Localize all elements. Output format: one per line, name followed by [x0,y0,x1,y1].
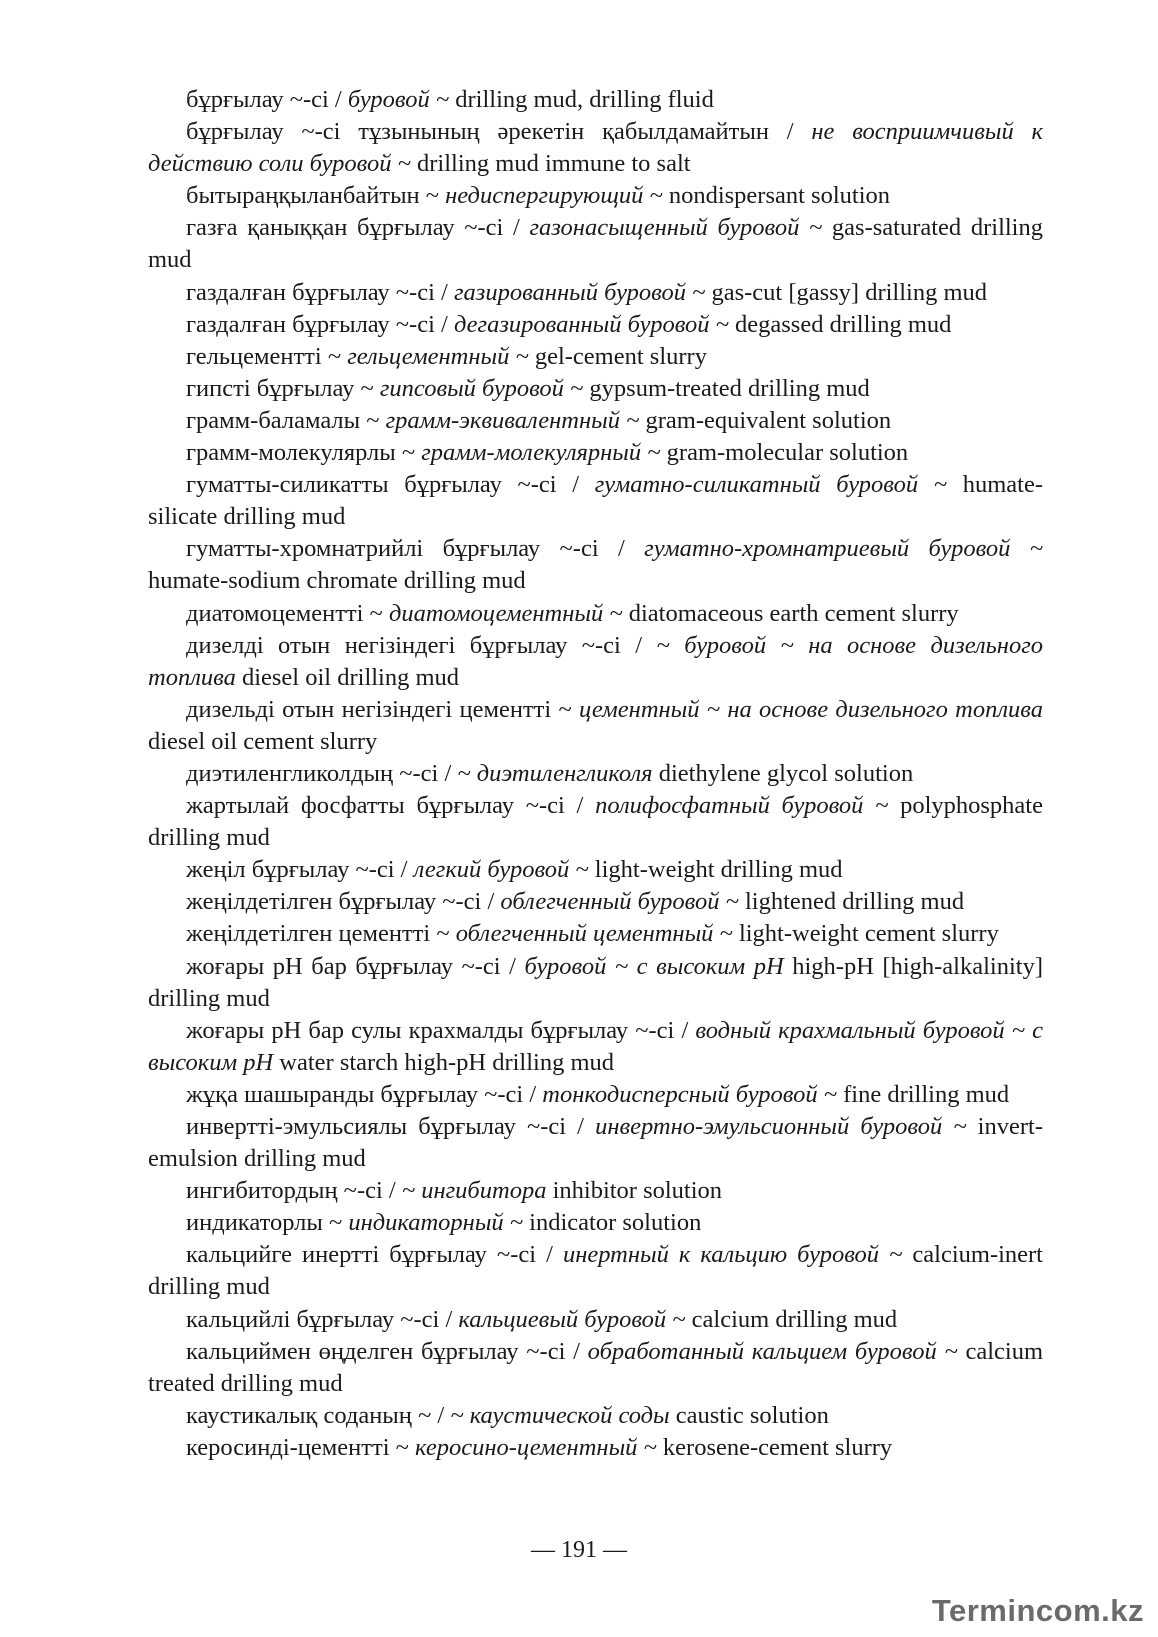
kazakh-term: жартылай фосфатты бұрғылау ~-сі / [186,792,596,820]
english-term: diatomaceous earth cement slurry [622,599,959,627]
dictionary-entry [148,277,1043,309]
kazakh-term: жеңілдетілген цементті ~ [186,920,456,948]
dictionary-entry [148,854,1043,886]
russian-term: грамм-молекулярный ~ [421,439,661,467]
dictionary-entry [148,694,1043,758]
kazakh-term: кальцийге инертті бұрғылау ~-сі / [186,1241,563,1269]
russian-term: инертный к кальцию буровой ~ [562,1241,903,1269]
russian-term: буровой ~ [347,86,450,113]
kazakh-term: диатомоцементті ~ [186,599,389,627]
kazakh-term: ингибитордың ~-сі / [186,1177,402,1205]
english-term: gram-equivalent solution [639,406,892,434]
kazakh-term: гуматты-силикатты бұрғылау ~-сі / [186,471,595,499]
russian-term: облегченный буровой ~ [500,888,739,916]
kazakh-term: кальцийлі бұрғылау ~-сі / [186,1305,459,1333]
dictionary-entry [148,886,1043,918]
english-term: diesel oil cement slurry [148,727,378,755]
kazakh-term: дизельді отын негізіндегі цементті ~ [186,695,580,723]
kazakh-term: газдалған бұрғылау ~-сі / [186,310,454,338]
russian-term: гипсовый буровой ~ [379,374,584,402]
kazakh-term: газдалған бұрғылау ~-сі / [186,278,454,306]
dictionary-entry [148,1432,1043,1464]
dictionary-entry [148,1400,1043,1432]
page-number: — 191 — [531,1537,627,1563]
english-term: nondispersant solution [662,182,891,210]
kazakh-term: гипсті бұрғылау ~ [186,374,380,402]
russian-term: тонкодисперсный буровой ~ [542,1080,837,1108]
russian-term: кальциевый буровой ~ [458,1305,686,1333]
kazakh-term: жоғары рН бар бұрғылау ~-сі / [186,952,525,980]
russian-term: грамм-эквивалентный ~ [385,406,640,434]
english-term: gypsum-treated drilling mud [583,374,870,402]
kazakh-term: жұқа шашыранды бұрғылау ~-сі / [186,1080,543,1108]
russian-term: газонасыщенный буровой ~ [529,214,823,242]
dictionary-entry [148,1015,1043,1079]
english-term: lightened drilling mud [738,888,965,916]
dictionary-entry [148,1175,1043,1207]
kazakh-term: бұрғылау ~-сі тұзынының әрекетін қабылдамайтын / [186,118,812,146]
english-term: drilling mud, drilling fluid [449,86,714,113]
kazakh-term: индикаторлы ~ [186,1209,349,1237]
russian-term: цементный ~ на основе дизельного топлива [579,695,1043,723]
russian-term: инвертно-эмульсионный буровой ~ [595,1113,967,1140]
english-term: calcium drilling mud [685,1305,898,1333]
russian-term: ~ буровой ~ на основе дизельного топлива [148,631,1044,691]
english-term: gram-molecular solution [660,439,909,467]
russian-term: обработанный кальцием буровой ~ [587,1337,958,1365]
english-term: diesel oil drilling mud [235,663,460,691]
dictionary-entry [148,951,1043,1015]
kazakh-term: гуматты-хромнатрийлі бұрғылау ~-сі / [186,535,645,563]
dictionary-entry [148,630,1043,694]
english-term: kerosene-cement slurry [656,1433,893,1461]
russian-term: ~ каустической соды [450,1401,670,1429]
russian-term: гуматно-силикатный буровой ~ [594,471,948,499]
dictionary-entry [148,84,1043,116]
english-term: calcium-inert drilling mud [148,1241,1043,1301]
russian-term: керосино-цементный ~ [415,1433,657,1461]
russian-term: газированный буровой ~ [453,278,706,306]
dictionary-entry [148,758,1043,790]
watermark-text: Termincom.kz [931,1593,1144,1628]
russian-term: легкий буровой ~ [413,856,589,884]
dictionary-entry [148,1207,1043,1239]
english-term: gas-saturated drilling mud [148,214,1043,274]
english-term: light-weight drilling mud [588,856,843,884]
entry-list [148,84,1043,1464]
english-term: high-pH [high-alkalinity] drilling mud [148,952,1043,1012]
russian-term: дегазированный буровой ~ [453,310,729,338]
russian-term: гуматно-хромнатриевый буровой ~ [644,535,1043,563]
dictionary-entry [148,405,1043,437]
dictionary-entry [148,1336,1043,1400]
dictionary-entry [148,469,1043,533]
russian-term: водный крахмальный буровой ~ с высоким рН [148,1016,1044,1076]
english-term: gas-cut [gassy] drilling mud [705,278,988,306]
dictionary-entry [148,918,1043,950]
dictionary-entry [148,373,1043,405]
english-term: drilling mud immune to salt [410,150,691,178]
russian-term: полифосфатный буровой ~ [595,792,889,820]
russian-term: буровой ~ с высоким рН [524,952,784,980]
english-term: fine drilling mud [836,1080,1010,1108]
russian-term: недиспергирующий ~ [445,182,663,210]
dictionary-entry [148,116,1043,180]
russian-term: индикаторный ~ [348,1209,524,1237]
dictionary-entry [148,437,1043,469]
kazakh-term: кальциймен өңделген бұрғылау ~-сі / [186,1337,588,1365]
english-term: degassed drilling mud [728,310,952,338]
english-term: humate-sodium chromate drilling mud [148,567,526,595]
dictionary-entry [148,180,1043,212]
dictionary-entry [148,1304,1043,1336]
kazakh-term: диэтиленгликолдың ~-сі / [186,759,458,787]
kazakh-term: бұрғылау ~-сі / [186,86,348,113]
kazakh-term: гельцементті ~ [186,342,348,370]
kazakh-term: жеңіл бұрғылау ~-сі / [186,856,414,884]
english-term: water starch high-pH drilling mud [273,1048,615,1076]
russian-term: не восприимчивый к действию соли буровой ~ [148,118,1043,178]
dictionary-entry [148,341,1043,373]
dictionary-entry [148,309,1043,341]
kazakh-term: каустикалық соданың ~ / [186,1401,451,1429]
kazakh-term: инвертті-эмульсиялы бұрғылау ~-сі / [186,1113,596,1140]
dictionary-page [148,84,1043,1464]
english-term: gel-cement slurry [528,342,707,370]
dictionary-entry [148,790,1043,854]
russian-term: ~ ингибитора [401,1177,547,1205]
english-term: calcium treated drilling mud [148,1337,1044,1397]
dictionary-entry [148,212,1043,276]
kazakh-term: грамм-молекулярлы ~ [186,439,422,467]
russian-term: диатомоцементный ~ [388,599,623,627]
english-term: invert-emulsion drilling mud [148,1113,1043,1173]
kazakh-term: жоғары рН бар сулы крахмалды бұрғылау ~-сі / [186,1016,696,1044]
dictionary-entry [148,598,1043,630]
dictionary-entry [148,1079,1043,1111]
kazakh-term: керосинді-цементті ~ [186,1433,416,1461]
termincom-watermark-logo [932,1591,1144,1631]
kazakh-term: бытыраңқыланбайтын ~ [186,182,446,210]
kazakh-term: газға қаныққан бұрғылау ~-сі / [186,214,530,242]
english-term: polyphosphate drilling mud [148,792,1043,852]
english-term: caustic solution [669,1401,829,1429]
russian-term: ~ диэтиленгликоля [457,759,653,787]
english-term: humate-silicate drilling mud [148,471,1043,531]
dictionary-entry [148,533,1043,597]
kazakh-term: дизелді отын негізіндегі бұрғылау ~-сі / [186,631,657,659]
russian-term: облегченный цементный ~ [455,920,733,948]
english-term: inhibitor solution [546,1177,723,1205]
russian-term: гельцементный ~ [347,342,529,370]
english-term: light-weight cement slurry [732,920,999,948]
kazakh-term: грамм-баламалы ~ [186,406,386,434]
kazakh-term: жеңілдетілген бұрғылау ~-сі / [186,888,501,916]
english-term: indicator solution [523,1209,702,1237]
dictionary-entry [148,1239,1043,1303]
dictionary-entry [148,1111,1043,1175]
english-term: diethylene glycol solution [652,759,914,787]
